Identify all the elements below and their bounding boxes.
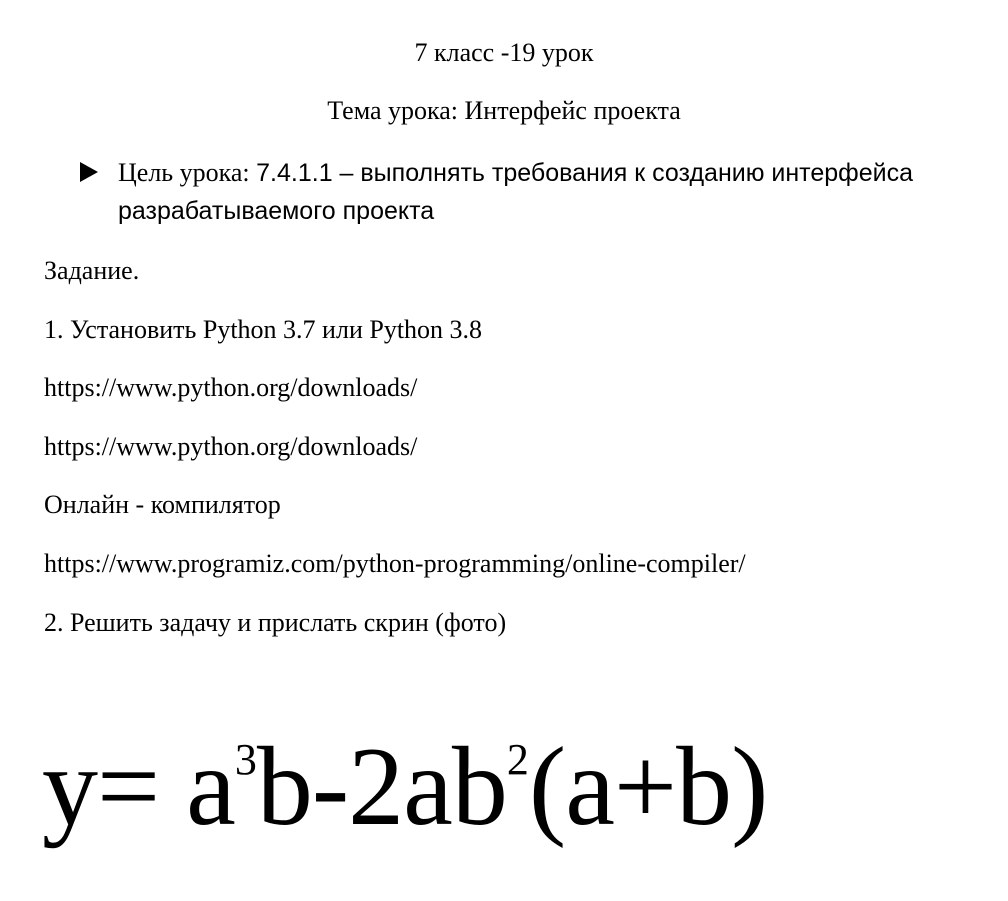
online-compiler-link[interactable]: https://www.programiz.com/python-programming/online-compiler/ [44,549,746,578]
lesson-goal-body: 7.4.1.1 – выполнять требования к созданию интерфейса разрабатываемого проекта [118,159,914,225]
python-download-link-2[interactable]: https://www.python.org/downloads/ [44,432,418,461]
lesson-number-line: 7 класс -19 урок [414,38,594,67]
formula-exponent-1: 3 [234,735,257,784]
formula-part-3: (a+b) [528,725,768,849]
lesson-goal-prefix: Цель урока: [118,158,257,187]
formula-exponent-2: 2 [506,735,529,784]
online-compiler-label: Онлайн - компилятор [44,490,281,519]
task-heading: Задание. [44,256,140,285]
python-download-link-1[interactable]: https://www.python.org/downloads/ [44,373,418,402]
task-step-2: 2. Решить задачу и прислать скрин (фото) [44,608,507,637]
triangle-bullet-icon [80,162,98,182]
lesson-goal-text [118,154,978,230]
lesson-topic-line: Тема урока: Интерфейс проекта [327,96,681,125]
formula-part-1: y= a [42,725,235,849]
task-step-1: 1. Установить Python 3.7 или Python 3.8 [44,315,483,344]
math-formula [42,722,767,875]
formula-part-2: b-2ab [256,725,507,849]
